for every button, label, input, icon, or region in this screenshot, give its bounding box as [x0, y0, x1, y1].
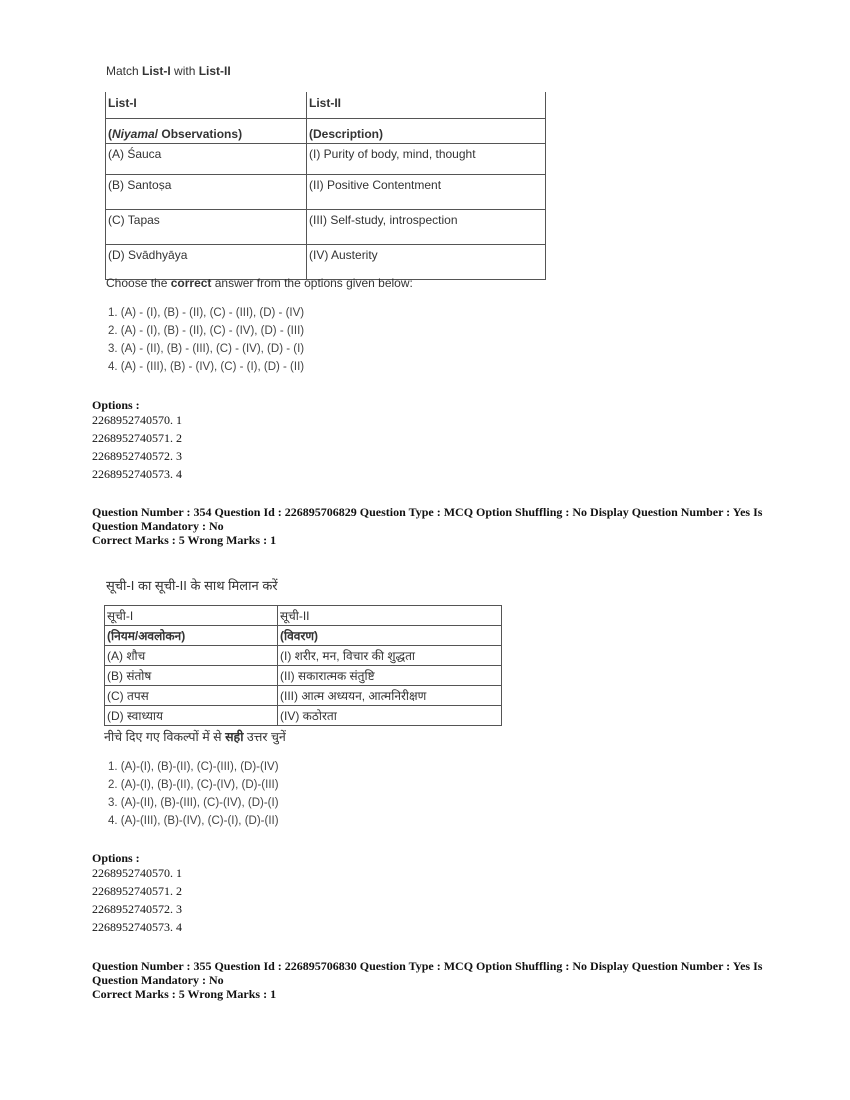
table-header-row [105, 606, 502, 626]
table-cell: (C) तपस [105, 686, 278, 706]
prompt-list1: List-I [142, 64, 171, 78]
table-cell: (IV) कठोरता [278, 706, 502, 726]
option-id-list [92, 411, 182, 483]
table-subheader-cell: (विवरण) [278, 626, 502, 646]
table-subheader-row [106, 119, 546, 144]
table-subheader-cell: (Niyama/ Observations) [106, 119, 307, 144]
table-cell: (C) Tapas [106, 210, 307, 245]
table-row [106, 175, 546, 210]
answer-option: 4. (A)-(III), (B)-(IV), (C)-(I), (D)-(II) [108, 815, 279, 827]
question-prompt-en [106, 64, 231, 78]
choose-suffix: उत्तर चुनें [243, 730, 286, 744]
choose-bold: सही [225, 730, 244, 744]
table-header-cell: List-I [106, 92, 307, 119]
meta-line: Correct Marks : 5 Wrong Marks : 1 [92, 987, 277, 1001]
table-row [105, 686, 502, 706]
table-cell: (D) स्वाध्याय [105, 706, 278, 726]
option-id: 2268952740573. 4 [92, 467, 182, 481]
answer-option: 3. (A) - (II), (B) - (III), (C) - (IV), (D) - (I) [108, 343, 305, 355]
prompt-mid: with [170, 64, 199, 78]
table-cell: (IV) Austerity [307, 245, 546, 280]
table-cell: (III) Self-study, introspection [307, 210, 546, 245]
option-id: 2268952740570. 1 [92, 866, 182, 880]
table-row [106, 144, 546, 175]
table-header-cell: List-II [307, 92, 546, 119]
answer-option: 4. (A) - (III), (B) - (IV), (C) - (I), (D) - (II) [108, 361, 305, 373]
table-header-cell: सूची-II [278, 606, 502, 626]
option-id: 2268952740571. 2 [92, 884, 182, 898]
choose-instruction-en [106, 276, 413, 290]
table-cell: (I) Purity of body, mind, thought [307, 144, 546, 175]
table-row [105, 706, 502, 726]
meta-line: Question Number : 355 Question Id : 226895706830 Question Type : MCQ Option Shuffling : No Display Question Number : Yes Is [92, 959, 763, 973]
choose-bold: correct [170, 276, 212, 290]
answer-option: 3. (A)-(II), (B)-(III), (C)-(IV), (D)-(I) [108, 797, 279, 809]
choose-suffix: answer from the options given below: [211, 276, 413, 290]
table-cell: (I) शरीर, मन, विचार की शुद्धता [278, 646, 502, 666]
table-header-row [106, 92, 546, 119]
answer-option: 2. (A)-(I), (B)-(II), (C)-(IV), (D)-(III) [108, 779, 279, 791]
table-row [106, 245, 546, 280]
table-cell: (II) सकारात्मक संतुष्टि [278, 666, 502, 686]
match-table-en [105, 92, 546, 280]
table-subheader-cell: (नियम/अवलोकन) [105, 626, 278, 646]
options-label: Options : [92, 851, 140, 865]
option-id: 2268952740573. 4 [92, 920, 182, 934]
answer-options-hi [108, 758, 279, 830]
table-cell: (A) Śauca [106, 144, 307, 175]
answer-options-en [108, 304, 304, 376]
question-prompt-hi: सूची-I का सूची-II के साथ मिलान करें [106, 578, 278, 593]
table-cell: (B) संतोष [105, 666, 278, 686]
choose-prefix: Choose the [106, 276, 171, 290]
table-subheader-row [105, 626, 502, 646]
answer-option: 1. (A)-(I), (B)-(II), (C)-(III), (D)-(IV) [108, 761, 279, 773]
table-cell: (D) Svādhyāya [106, 245, 307, 280]
meta-line: Correct Marks : 5 Wrong Marks : 1 [92, 533, 277, 547]
answer-option: 2. (A) - (I), (B) - (II), (C) - (IV), (D) - (III) [108, 325, 305, 337]
prompt-list2: List-II [198, 64, 231, 78]
option-id-list [92, 864, 182, 936]
meta-line: Question Mandatory : No [92, 519, 224, 533]
answer-option: 1. (A) - (I), (B) - (II), (C) - (III), (D) - (IV) [108, 307, 305, 319]
choose-instruction-hi [104, 728, 286, 745]
option-id: 2268952740570. 1 [92, 413, 182, 427]
meta-line: Question Number : 354 Question Id : 226895706829 Question Type : MCQ Option Shuffling : No Display Question Number : Yes Is [92, 505, 763, 519]
match-table-hi [104, 605, 502, 726]
table-cell: (II) Positive Contentment [307, 175, 546, 210]
options-label: Options : [92, 398, 140, 412]
table-header-cell: सूची-I [105, 606, 278, 626]
option-id: 2268952740572. 3 [92, 449, 182, 463]
table-cell: (III) आत्म अध्ययन, आत्मनिरीक्षण [278, 686, 502, 706]
meta-line: Question Mandatory : No [92, 973, 224, 987]
table-row [105, 666, 502, 686]
question-meta-355 [92, 959, 772, 1001]
table-cell: (A) शौच [105, 646, 278, 666]
choose-prefix: नीचे दिए गए विकल्पों में से [104, 730, 226, 744]
table-row [105, 646, 502, 666]
table-subheader-cell: (Description) [307, 119, 546, 144]
prompt-prefix: Match [106, 64, 143, 78]
niyama-italic: Niyama [112, 127, 155, 141]
question-meta-354 [92, 505, 772, 547]
option-id: 2268952740571. 2 [92, 431, 182, 445]
table-row [106, 210, 546, 245]
table-cell: (B) Santoṣa [106, 175, 307, 210]
option-id: 2268952740572. 3 [92, 902, 182, 916]
